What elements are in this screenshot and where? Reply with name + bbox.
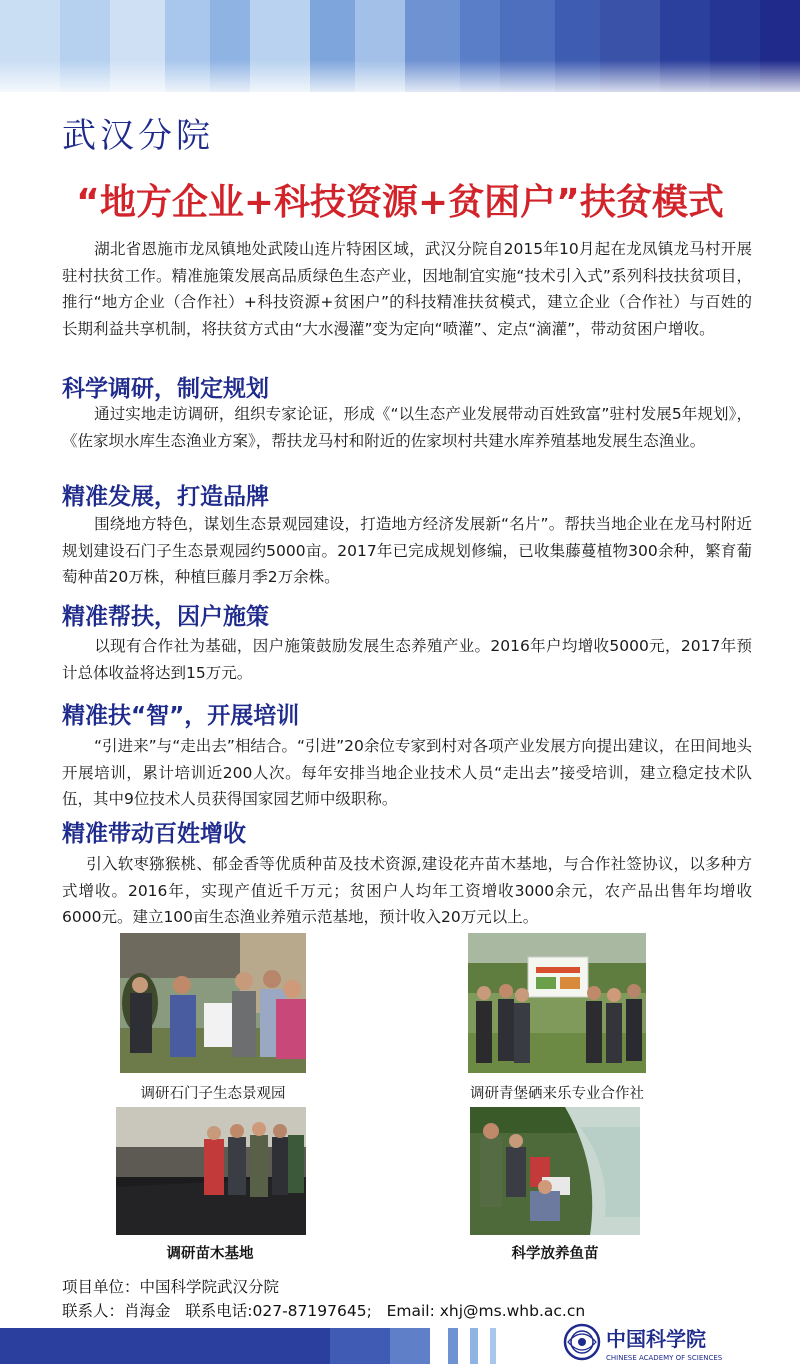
- photo-fish-fry-release: [470, 1107, 640, 1235]
- photo-caption-seedling: 调研苗木基地: [166, 1246, 254, 1262]
- bottom-decorative-band: [0, 1328, 560, 1364]
- photo-caption-shimenzi: 调研石门子生态景观园: [140, 1086, 286, 1102]
- cas-logo-subtext: CHINESE ACADEMY OF SCIENCES: [606, 1354, 723, 1362]
- intro-text: 湖北省恩施市龙凤镇地处武陵山连片特困区域，武汉分院自2015年10月起在龙凤镇龙马村开展驻村扶贫工作。精准施策发展高品质绿色生态产业，因地制宜实施“技术引入式”系列科技扶贫项目，推行“地方企业（合作社）+科技资源+贫困户”的科技精准扶贫模式，建立企业（合作社）与百姓的长期利益共享机制，将扶贫方式由“大水漫灌”变为定向“喷灌”、定点“滴灌”，带动贫困户增收。: [62, 240, 752, 338]
- section-body-research: 通过实地走访调研，组织专家论证，形成《“以生态产业发展带动百姓致富”驻村发展5年规划》，《佐家坝水库生态渔业方案》，帮扶龙马村和附近的佐家坝村共建水库养殖基地发展生态渔业。: [62, 405, 752, 450]
- photo-shimenzi-landscape-park: [120, 933, 306, 1073]
- photo-caption-fish: 科学放养鱼苗: [511, 1246, 599, 1262]
- contact-line: 联系人：肖海金 联系电话:027-87197645; Email: xhj@ms.whb.ac.cn: [62, 1302, 586, 1320]
- section-body-income: 引入软枣猕猴桃、郁金香等优质种苗及技术资源,建设花卉苗木基地，与合作社签协议，以多种方式增收。2016年，实现产值近千万元；贫困户人均年工资增收3000余元，农产品出售年均增收6000元。建立100亩生态渔业养殖示范基地，预计收入20万元以上。: [62, 855, 752, 926]
- section-body-training: “引进来”与“走出去”相结合。“引进”20余位专家到村对各项产业发展方向提出建议，在田间地头开展培训，累计培训近200人次。每年安排当地企业技术人员“走出去”接受培训，建立稳定技术队伍，其中9位技术人员获得国家园艺师中级职称。: [62, 737, 752, 808]
- photo-qingbao-cooperative: [468, 933, 646, 1073]
- section-heading-assist: 精准帮扶，因户施策: [62, 604, 269, 630]
- intro-paragraph: [62, 236, 752, 342]
- branch-name: 武汉分院: [62, 116, 214, 156]
- photo-qingbao-cooperative-image: [468, 933, 646, 1073]
- top-decorative-band: [0, 0, 800, 92]
- section-heading-research: 科学调研，制定规划: [62, 376, 269, 402]
- section-heading-training: 精准扶“智”，开展培训: [62, 703, 300, 729]
- cas-emblem-icon: [560, 1320, 800, 1364]
- photo-seedling-base-image: [116, 1107, 306, 1235]
- section-heading-brand: 精准发展，打造品牌: [62, 484, 269, 510]
- cas-logo-text: 中国科学院: [606, 1327, 706, 1351]
- section-body-assist: 以现有合作社为基础，因户施策鼓励发展生态养殖产业。2016年户均增收5000元，2017年预计总体收益将达到15万元。: [62, 637, 752, 682]
- photo-shimenzi-landscape-park-image: [120, 933, 306, 1073]
- photo-seedling-base: [116, 1107, 306, 1235]
- section-heading-income: 精准带动百姓增收: [62, 821, 246, 847]
- section-body-brand: 围绕地方特色，谋划生态景观园建设，打造地方经济发展新“名片”。帮扶当地企业在龙马村附近规划建设石门子生态景观园约5000亩。2017年已完成规划修编，已收集藤蔓植物300余种，繁育葡萄种苗20万株，种植巨藤月季2万余株。: [62, 515, 752, 586]
- photo-fish-fry-release-image: [470, 1107, 640, 1235]
- cas-logo: [560, 1320, 800, 1364]
- main-title: “地方企业+科技资源+贫困户”扶贫模式: [76, 182, 724, 223]
- photo-caption-qingbao: 调研青堡硒来乐专业合作社: [470, 1086, 644, 1102]
- project-unit: 项目单位：中国科学院武汉分院: [62, 1278, 280, 1296]
